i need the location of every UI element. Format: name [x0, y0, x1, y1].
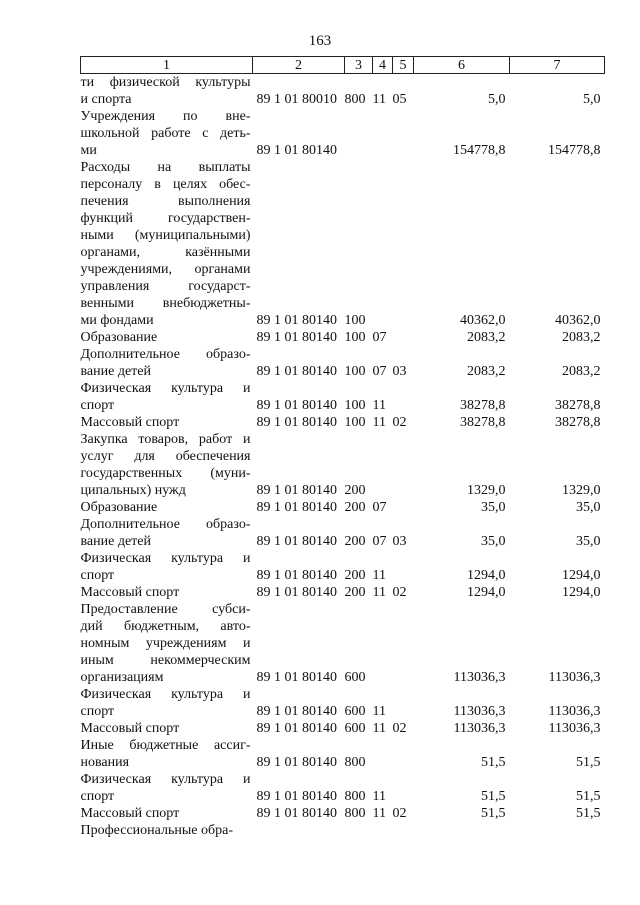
amount-col7: 1329,0: [562, 483, 601, 498]
item-name-line: Массовый спорт: [80, 721, 180, 736]
item-name-line: Физическая культура и: [80, 772, 251, 787]
item-name: [81, 686, 253, 720]
target-article-code: 89 1 01 80140: [256, 789, 337, 804]
item-name-line: нования: [80, 755, 130, 770]
column-header-5: 5: [393, 57, 414, 74]
item-name-line: печения выполнения: [80, 194, 251, 209]
item-name-line: Массовый спорт: [80, 415, 180, 430]
subsection-code: 02: [392, 585, 407, 600]
target-article-code: 89 1 01 80140: [256, 415, 337, 430]
amount-col7: 113036,3: [548, 670, 601, 685]
expense-type-code: 200: [344, 568, 366, 583]
amount-col7: 35,0: [576, 500, 601, 515]
amount-col7: [510, 822, 605, 839]
table-row: [81, 346, 605, 380]
amount-col6: 2083,2: [467, 364, 506, 379]
section-code: 07: [372, 534, 387, 549]
subsection-code: [393, 159, 414, 329]
item-name: [81, 414, 253, 431]
section-code: 07: [372, 500, 387, 515]
subsection-code: [393, 108, 414, 159]
table-row: [81, 737, 605, 771]
target-article-code: 89 1 01 80140: [256, 143, 337, 158]
amount-col7: 38278,8: [555, 415, 601, 430]
subsection-code: [393, 431, 414, 499]
table-row: [81, 414, 605, 431]
amount-col6: 51,5: [481, 789, 506, 804]
expense-type-code: [345, 108, 373, 159]
item-name-line: Массовый спорт: [80, 806, 180, 821]
amount-col7: 113036,3: [548, 704, 601, 719]
item-name-line: государственных (муни-: [80, 466, 251, 481]
item-name-line: Физическая культура и: [80, 381, 251, 396]
item-name-line: вание детей: [80, 364, 151, 379]
section-code: 11: [372, 721, 386, 736]
item-name-line: Расходы на выплаты: [80, 160, 251, 175]
expense-type-code: 200: [344, 534, 366, 549]
item-name: [81, 431, 253, 499]
item-name-line: учреждениями, органами: [80, 262, 251, 277]
expense-type-code: 800: [344, 92, 366, 107]
expense-type-code: 100: [344, 330, 366, 345]
subsection-code: 02: [392, 806, 407, 821]
table-row: [81, 329, 605, 346]
column-header-1: 1: [81, 57, 253, 74]
item-name: [81, 771, 253, 805]
subsection-code: [393, 686, 414, 720]
item-name-line: Физическая культура и: [80, 687, 251, 702]
item-name-line: Предоставление субси-: [80, 602, 251, 617]
table-row: [81, 431, 605, 499]
item-name-line: ципальных) нужд: [80, 483, 186, 498]
item-name: [81, 74, 253, 109]
expense-type-code: 100: [344, 313, 366, 328]
item-name-line: Учреждения по вне-: [80, 109, 251, 124]
expense-type-code: 200: [344, 585, 366, 600]
section-code: 07: [372, 330, 387, 345]
target-article-code: 89 1 01 80140: [256, 313, 337, 328]
section-code: [373, 431, 393, 499]
item-name-line: иным некоммерческим: [80, 653, 251, 668]
item-name-line: Дополнительное образо-: [80, 517, 251, 532]
table-row: [81, 550, 605, 584]
expense-type-code: 800: [344, 755, 366, 770]
amount-col7: 1294,0: [562, 568, 601, 583]
item-name: [81, 601, 253, 686]
item-name: [81, 380, 253, 414]
amount-col7: 35,0: [576, 534, 601, 549]
target-article-code: 89 1 01 80140: [256, 755, 337, 770]
item-name-line: спорт: [80, 704, 115, 719]
item-name: [81, 822, 253, 839]
item-name-line: венными внебюджетны-: [80, 296, 251, 311]
item-name: [81, 805, 253, 822]
amount-col6: 113036,3: [453, 721, 506, 736]
amount-col6: 154778,8: [453, 143, 506, 158]
amount-col7: 2083,2: [562, 330, 601, 345]
subsection-code: 05: [392, 92, 407, 107]
subsection-code: 03: [392, 364, 407, 379]
amount-col7: 154778,8: [548, 143, 601, 158]
section-code: 11: [372, 568, 386, 583]
target-article-code: 89 1 01 80140: [256, 364, 337, 379]
column-number-header-row: [81, 57, 605, 74]
amount-col6: 51,5: [481, 806, 506, 821]
subsection-code: [393, 737, 414, 771]
item-name-line: Профессиональные обра-: [80, 823, 233, 838]
item-name-line: Образование: [80, 330, 158, 345]
section-code: [373, 159, 393, 329]
column-header-3: 3: [345, 57, 373, 74]
table-row: [81, 74, 605, 109]
target-article-code: 89 1 01 80140: [256, 585, 337, 600]
column-header-4: 4: [373, 57, 393, 74]
item-name-line: ми: [80, 143, 97, 158]
amount-col6: 113036,3: [453, 670, 506, 685]
item-name-line: Образование: [80, 500, 158, 515]
table-row: [81, 805, 605, 822]
item-name-line: Закупка товаров, работ и: [80, 432, 251, 447]
item-name: [81, 159, 253, 329]
amount-col7: 40362,0: [555, 313, 601, 328]
item-name: [81, 737, 253, 771]
amount-col6: 40362,0: [460, 313, 506, 328]
table-row: [81, 771, 605, 805]
amount-col7: 113036,3: [548, 721, 601, 736]
item-name-line: персоналу в целях обес-: [80, 177, 251, 192]
item-name-line: номным учреждениям и: [80, 636, 251, 651]
item-name-line: спорт: [80, 789, 115, 804]
section-code: 11: [372, 789, 386, 804]
item-name-line: вание детей: [80, 534, 151, 549]
amount-col6: 113036,3: [453, 704, 506, 719]
table-row: [81, 601, 605, 686]
item-name-line: школьной работе с деть-: [80, 126, 251, 141]
section-code: 11: [372, 398, 386, 413]
item-name-line: ти физической культуры: [80, 75, 251, 90]
amount-col7: 51,5: [576, 806, 601, 821]
amount-col6: 2083,2: [467, 330, 506, 345]
section-code: 11: [372, 415, 386, 430]
item-name-line: дий бюджетным, авто-: [80, 619, 251, 634]
expense-type-code: 800: [344, 789, 366, 804]
amount-col7: 38278,8: [555, 398, 601, 413]
item-name-line: услуг для обеспечения: [80, 449, 251, 464]
item-name-line: Массовый спорт: [80, 585, 180, 600]
table-row: [81, 584, 605, 601]
target-article-code: 89 1 01 80140: [256, 500, 337, 515]
table-row: [81, 499, 605, 516]
subsection-code: 03: [392, 534, 407, 549]
item-name: [81, 346, 253, 380]
table-row: [81, 380, 605, 414]
item-name-line: и спорта: [80, 92, 132, 107]
amount-col7: 2083,2: [562, 364, 601, 379]
target-article-code: 89 1 01 80140: [256, 806, 337, 821]
section-code: [373, 822, 393, 839]
subsection-code: [393, 550, 414, 584]
table-row: [81, 720, 605, 737]
expense-type-code: [345, 822, 373, 839]
item-name-line: спорт: [80, 568, 115, 583]
subsection-code: [393, 601, 414, 686]
table-row: [81, 159, 605, 329]
column-header-6: 6: [414, 57, 510, 74]
subsection-code: 02: [392, 415, 407, 430]
target-article-code: 89 1 01 80140: [256, 721, 337, 736]
item-name-line: органами, казёнными: [80, 245, 251, 260]
section-code: 07: [372, 364, 387, 379]
expense-type-code: 200: [344, 483, 366, 498]
expense-type-code: 100: [344, 398, 366, 413]
column-header-2: 2: [253, 57, 345, 74]
amount-col7: 51,5: [576, 789, 601, 804]
item-name-line: ми фондами: [80, 313, 154, 328]
table-row: [81, 108, 605, 159]
item-name-line: Физическая культура и: [80, 551, 251, 566]
target-article-code: 89 1 01 80010: [256, 92, 337, 107]
item-name: [81, 720, 253, 737]
amount-col6: 5,0: [488, 92, 506, 107]
amount-col6: 51,5: [481, 755, 506, 770]
expense-type-code: 100: [344, 415, 366, 430]
subsection-code: [393, 822, 414, 839]
target-article-code: 89 1 01 80140: [256, 330, 337, 345]
amount-col6: 35,0: [481, 500, 506, 515]
item-name: [81, 499, 253, 516]
expense-type-code: 100: [344, 364, 366, 379]
section-code: [373, 601, 393, 686]
subsection-code: [393, 499, 414, 516]
section-code: 11: [372, 585, 386, 600]
section-code: 11: [372, 806, 386, 821]
item-name-line: ными (муниципальными): [80, 228, 251, 243]
item-name: [81, 516, 253, 550]
target-article-code: 89 1 01 80140: [256, 670, 337, 685]
amount-col7: 1294,0: [562, 585, 601, 600]
target-article-code: 89 1 01 80140: [256, 534, 337, 549]
section-code: 11: [372, 704, 386, 719]
amount-col6: 38278,8: [460, 415, 506, 430]
item-name: [81, 329, 253, 346]
subsection-code: [393, 380, 414, 414]
item-name-line: Дополнительное образо-: [80, 347, 251, 362]
item-name-line: управления государст-: [80, 279, 251, 294]
section-code: [373, 108, 393, 159]
table-row: [81, 822, 605, 839]
item-name-line: спорт: [80, 398, 115, 413]
item-name-line: организациям: [80, 670, 164, 685]
expense-type-code: 200: [344, 500, 366, 515]
expense-type-code: 600: [344, 721, 366, 736]
subsection-code: 02: [392, 721, 407, 736]
section-code: 11: [372, 92, 386, 107]
amount-col6: 38278,8: [460, 398, 506, 413]
target-article-code: 89 1 01 80140: [256, 568, 337, 583]
amount-col6: 1294,0: [467, 585, 506, 600]
expense-type-code: 600: [344, 670, 366, 685]
expense-type-code: 600: [344, 704, 366, 719]
subsection-code: [393, 771, 414, 805]
item-name-line: Иные бюджетные ассиг-: [80, 738, 251, 753]
amount-col6: 1329,0: [467, 483, 506, 498]
amount-col6: [414, 822, 510, 839]
section-code: [373, 737, 393, 771]
amount-col7: 5,0: [583, 92, 601, 107]
target-article-code: [253, 822, 345, 839]
budget-table: [80, 56, 605, 839]
expense-type-code: 800: [344, 806, 366, 821]
item-name: [81, 550, 253, 584]
amount-col6: 35,0: [481, 534, 506, 549]
subsection-code: [393, 329, 414, 346]
target-article-code: 89 1 01 80140: [256, 704, 337, 719]
amount-col7: 51,5: [576, 755, 601, 770]
target-article-code: 89 1 01 80140: [256, 398, 337, 413]
column-header-7: 7: [510, 57, 605, 74]
item-name-line: функций государствен-: [80, 211, 251, 226]
table-row: [81, 516, 605, 550]
item-name: [81, 584, 253, 601]
page-number: 163: [308, 33, 332, 49]
table-row: [81, 686, 605, 720]
amount-col6: 1294,0: [467, 568, 506, 583]
target-article-code: 89 1 01 80140: [256, 483, 337, 498]
item-name: [81, 108, 253, 159]
